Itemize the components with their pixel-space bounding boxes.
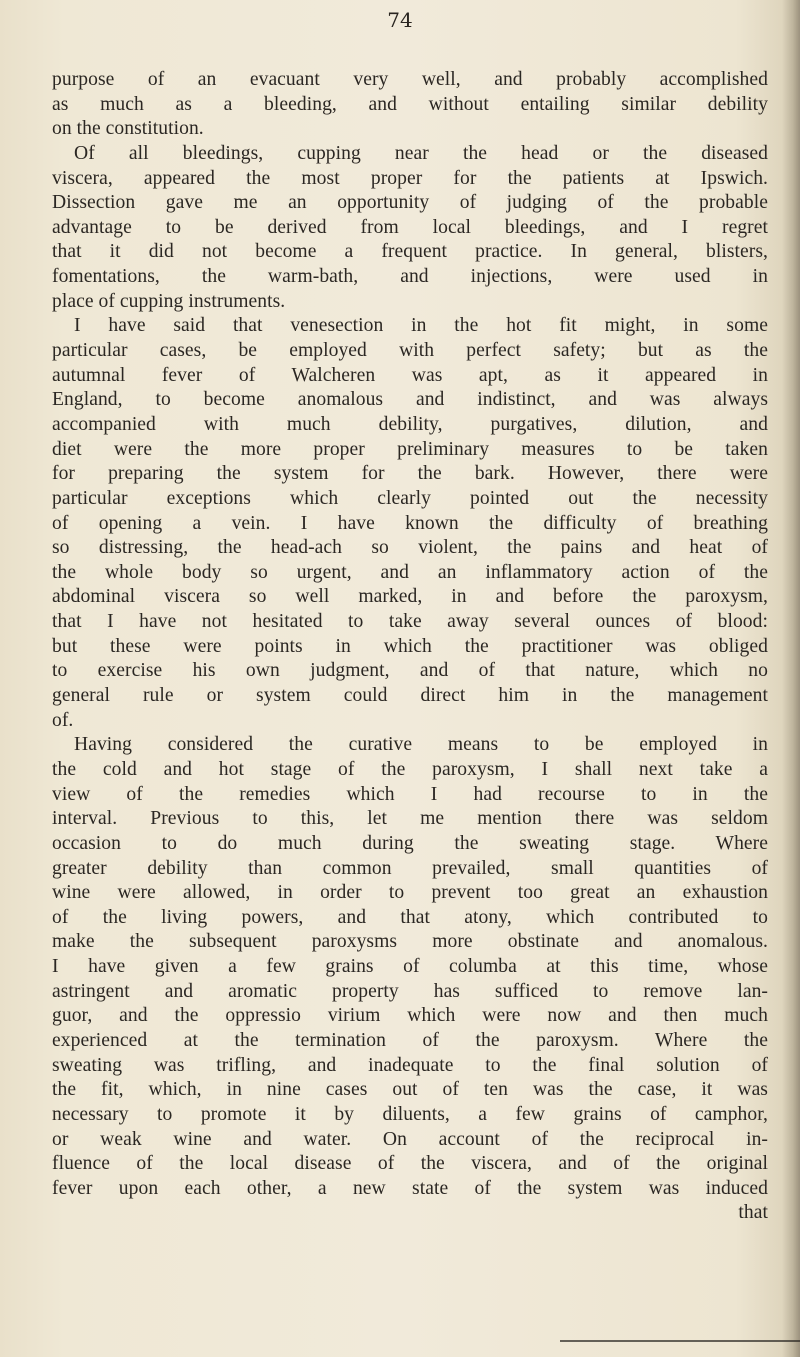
text-line: make the subsequent paroxysms more obstinate and anomalous. bbox=[52, 931, 768, 953]
text-line: guor, and the oppressio virium which were now and then much bbox=[52, 1005, 768, 1027]
bottom-rule bbox=[560, 1340, 800, 1342]
page-edge-shadow bbox=[782, 0, 800, 1357]
text-line: particular exceptions which clearly pointed out the necessity bbox=[52, 487, 768, 509]
text-line: for preparing the system for the bark. However, there were bbox=[52, 463, 768, 485]
text-line: autumnal fever of Walcheren was apt, as it appeared in bbox=[52, 364, 768, 386]
text-line: general rule or system could direct him in the management bbox=[52, 685, 768, 707]
text-line: fever upon each other, a new state of the system was induced bbox=[52, 1177, 768, 1199]
text-line: view of the remedies which I had recourse to in the bbox=[52, 783, 768, 805]
text-line: interval. Previous to this, let me mention there was seldom bbox=[52, 808, 768, 830]
text-line: occasion to do much during the sweating stage. Where bbox=[52, 832, 768, 854]
text-line: of the living powers, and that atony, which contributed to bbox=[52, 906, 768, 928]
text-line: particular cases, be employed with perfect safety; but as the bbox=[52, 340, 768, 362]
text-line: as much as a bleeding, and without entailing similar debility bbox=[52, 93, 768, 115]
catchword: that bbox=[738, 1202, 768, 1224]
body-text bbox=[52, 68, 768, 1226]
text-line: or weak wine and water. On account of the reciprocal in- bbox=[52, 1128, 768, 1150]
text-line: Dissection gave me an opportunity of judging of the probable bbox=[52, 192, 768, 214]
text-line: I have given a few grains of columba at this time, whose bbox=[52, 956, 768, 978]
text-line: advantage to be derived from local bleedings, and I regret bbox=[52, 216, 768, 238]
text-line: but these were points in which the practitioner was obliged bbox=[52, 635, 768, 657]
text-line: diet were the more proper preliminary measures to be taken bbox=[52, 438, 768, 460]
text-line: greater debility than common prevailed, small quantities of bbox=[52, 857, 768, 879]
text-line: Having considered the curative means to be employed in bbox=[74, 734, 768, 756]
text-line: to exercise his own judgment, and of that nature, which no bbox=[52, 660, 768, 682]
text-line: fomentations, the warm-bath, and injections, were used in bbox=[52, 266, 768, 288]
text-line: wine were allowed, in order to prevent too great an exhaustion bbox=[52, 882, 768, 904]
text-line: viscera, appeared the most proper for the patients at Ipswich. bbox=[52, 167, 768, 189]
text-line: place of cupping instruments. bbox=[52, 290, 286, 312]
text-line: sweating was trifling, and inadequate to the final solution of bbox=[52, 1054, 768, 1076]
text-line: that it did not become a frequent practice. In general, blisters, bbox=[52, 241, 768, 263]
text-line: England, to become anomalous and indistinct, and was always bbox=[52, 389, 768, 411]
text-line: of opening a vein. I have known the difficulty of breathing bbox=[52, 512, 768, 534]
text-line: experienced at the termination of the paroxysm. Where the bbox=[52, 1029, 768, 1051]
text-line: I have said that venesection in the hot fit might, in some bbox=[74, 315, 768, 337]
text-line: that I have not hesitated to take away several ounces of blood: bbox=[52, 611, 768, 633]
page-number: 74 bbox=[387, 8, 413, 32]
text-line: of. bbox=[52, 709, 74, 731]
text-line: accompanied with much debility, purgatives, dilution, and bbox=[52, 413, 768, 435]
text-line: the whole body so urgent, and an inflammatory action of the bbox=[52, 561, 768, 583]
text-line: fluence of the local disease of the viscera, and of the original bbox=[52, 1153, 768, 1175]
text-line: the cold and hot stage of the paroxysm, I shall next take a bbox=[52, 758, 768, 780]
text-line: abdominal viscera so well marked, in and before the paroxysm, bbox=[52, 586, 768, 608]
text-line: necessary to promote it by diluents, a few grains of camphor, bbox=[52, 1103, 768, 1125]
text-line: astringent and aromatic property has sufficed to remove lan- bbox=[52, 980, 768, 1002]
text-line: the fit, which, in nine cases out of ten was the case, it was bbox=[52, 1079, 768, 1101]
text-line: so distressing, the head-ach so violent, the pains and heat of bbox=[52, 537, 768, 559]
text-line: purpose of an evacuant very well, and probably accomplished bbox=[52, 69, 768, 90]
text-line: on the constitution. bbox=[52, 118, 204, 140]
text-line: Of all bleedings, cupping near the head or the diseased bbox=[74, 142, 768, 164]
